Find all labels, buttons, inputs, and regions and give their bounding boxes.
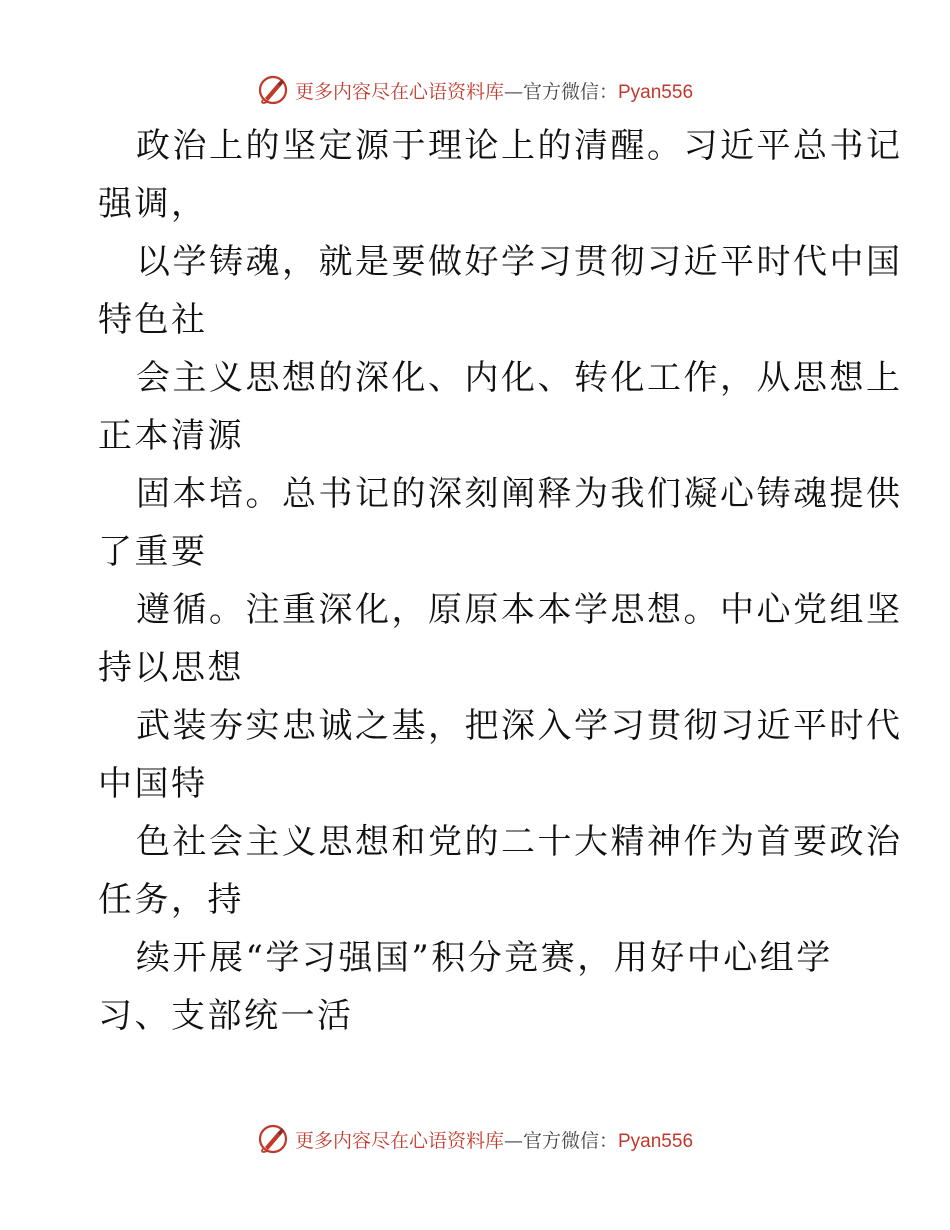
text-line: 任务，持 xyxy=(98,880,244,920)
text-line: 了重要 xyxy=(98,532,208,572)
footer-dash: — xyxy=(503,1129,523,1152)
header-banner xyxy=(0,70,950,110)
header-dash: — xyxy=(503,80,523,103)
header-wechat-id: Pyan556 xyxy=(618,81,694,103)
header-banner-content xyxy=(257,74,693,106)
pen-logo-icon xyxy=(257,74,289,106)
footer-banner xyxy=(0,1119,950,1159)
text-line: 持以思想 xyxy=(98,648,244,688)
document-body xyxy=(98,117,903,1045)
footer-site-label: 更多内容尽在心语资料库 xyxy=(294,1129,504,1152)
pen-logo-icon xyxy=(257,1123,289,1155)
text-line: 政治上的坚定源于理论上的清醒。习近平总书记 xyxy=(136,126,903,166)
text-line: 会主义思想的深化、内化、转化工作，从思想上 xyxy=(136,358,903,398)
text-line: 中国特 xyxy=(98,764,208,804)
text-line: 强调， xyxy=(98,184,208,224)
text-line: 习、支部统一活 xyxy=(98,996,354,1036)
footer-site-text xyxy=(295,1126,693,1153)
header-site-text xyxy=(295,77,693,104)
text-line: 续开展“学习强国”积分竞赛，用好中心组学 xyxy=(136,938,833,978)
header-official-label: 官方微信： xyxy=(522,80,618,103)
text-line: 正本清源 xyxy=(98,416,244,456)
text-line: 以学铸魂，就是要做好学习贯彻习近平时代中国 xyxy=(136,242,903,282)
text-line: 武装夯实忠诚之基，把深入学习贯彻习近平时代 xyxy=(136,706,903,746)
header-site-label: 更多内容尽在心语资料库 xyxy=(294,80,504,103)
footer-wechat-id: Pyan556 xyxy=(618,1130,694,1152)
text-line: 特色社 xyxy=(98,300,208,340)
text-line: 固本培。总书记的深刻阐释为我们凝心铸魂提供 xyxy=(136,474,903,514)
footer-banner-content xyxy=(257,1123,693,1155)
text-line: 色社会主义思想和党的二十大精神作为首要政治 xyxy=(136,822,903,862)
text-line: 遵循。注重深化，原原本本学思想。中心党组坚 xyxy=(136,590,903,630)
footer-official-label: 官方微信： xyxy=(522,1129,618,1152)
